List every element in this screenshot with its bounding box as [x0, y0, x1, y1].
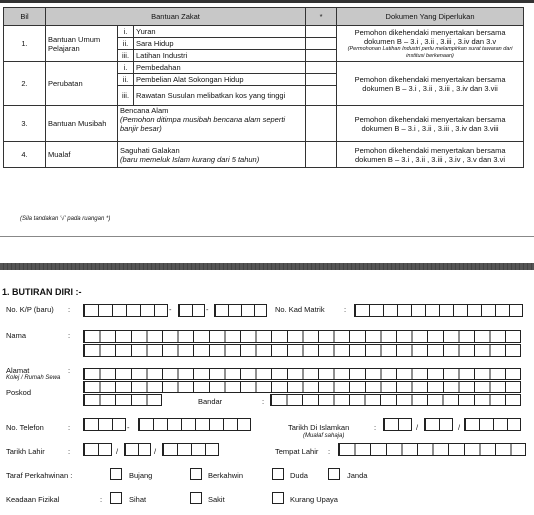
checkbox-duda[interactable] [272, 468, 284, 480]
slash: / [154, 447, 157, 456]
label-bandar: Bandar [198, 397, 223, 406]
matrik-input[interactable] [354, 304, 523, 317]
label-telefon: No. Telefon [6, 423, 44, 432]
label-tempat: Tempat Lahir [275, 447, 319, 456]
checkbox-sihat[interactable] [110, 492, 122, 504]
checkbox-kurang-upaya[interactable] [272, 492, 284, 504]
table-header-row [4, 8, 524, 26]
colon: : [68, 447, 71, 456]
option-kurang-upaya: Kurang Upaya [290, 495, 338, 504]
row-number: 3. [4, 106, 46, 142]
row-document: Pemohon dikehendaki menyertakan bersama dokumen B – 3.i , 3.ii , 3.iii , 3.iv dan 3.viii [337, 106, 524, 142]
nama-input-row2[interactable] [83, 344, 521, 357]
item-label: Rawatan Susulan melibatkan kos yang tinggi [134, 86, 306, 106]
table-row [4, 106, 524, 142]
option-bujang: Bujang [129, 471, 153, 480]
row-document: Pemohon dikehendaki menyertakan bersama dokumen B – 3.i , 3.ii , 3.iii , 3.iv dan 3.vii [337, 62, 524, 106]
top-border [0, 0, 534, 3]
kp-part1-input[interactable] [83, 304, 168, 317]
label-nama: Nama [6, 331, 27, 340]
islam-day-input[interactable] [383, 418, 412, 431]
description-note: (baru memeluk Islam kurang dari 5 tahun) [120, 154, 260, 164]
section-bar [0, 263, 534, 270]
table-row [4, 142, 524, 168]
item-number: i. [118, 26, 134, 38]
label-kp: No. K/P (baru) [6, 305, 54, 314]
item-label: Pembelian Alat Sokongan Hidup [134, 74, 306, 86]
item-label: Sara Hidup [134, 38, 306, 50]
colon: : [374, 423, 377, 432]
check-cell[interactable] [306, 62, 337, 74]
label-lahir: Tarikh Lahir [6, 447, 45, 456]
row-document [337, 26, 524, 62]
tempat-input[interactable] [338, 443, 526, 456]
row-number: 2. [4, 62, 46, 106]
bandar-input[interactable] [270, 394, 521, 406]
header-bil: Bil [4, 8, 46, 26]
colon: : [68, 423, 71, 432]
option-berkahwin: Berkahwin [208, 471, 244, 480]
kp-part3-input[interactable] [214, 304, 267, 317]
checkbox-sakit[interactable] [190, 492, 202, 504]
check-cell[interactable] [306, 74, 337, 86]
row-category: Perubatan [46, 62, 118, 106]
row-category: Bantuan Umum Pelajaran [46, 26, 118, 62]
row-category: Mualaf [46, 142, 118, 168]
row-category: Bantuan Musibah [46, 106, 118, 142]
option-sakit: Sakit [208, 495, 225, 504]
check-cell[interactable] [306, 106, 337, 142]
table-footnote: (Sila tandakan '√' pada ruangan *) [20, 216, 111, 222]
check-cell[interactable] [306, 38, 337, 50]
label-islam-note: (Mualaf sahaja) [303, 433, 345, 439]
item-number: iii. [118, 86, 134, 106]
label-poskod: Poskod [6, 388, 32, 397]
item-number: i. [118, 62, 134, 74]
row-document: Pemohon dikehendaki menyertakan bersama dokumen B – 3.i , 3.ii , 3.iii , 3.iv , 3.v dan 3.vi [337, 142, 524, 168]
telefon-prefix-input[interactable] [83, 418, 126, 431]
label-alamat-note: Kolej / Rumah Sewa [6, 375, 61, 381]
description-note: (Pemohon ditimpa musibah bencana alam seperti banjir besar) [120, 115, 286, 133]
check-cell[interactable] [306, 86, 337, 106]
colon: : [68, 305, 71, 314]
colon: : [68, 331, 71, 340]
check-cell[interactable] [306, 26, 337, 38]
item-label: Yuran [134, 26, 306, 38]
colon: : [68, 366, 71, 375]
option-janda: Janda [347, 471, 368, 480]
colon: : [262, 397, 265, 406]
label-islam: Tarikh Di Islamkan [288, 423, 350, 432]
zakat-table [3, 7, 524, 168]
label-kahwin: Taraf Perkahwinan : [6, 471, 73, 480]
table-row [4, 62, 524, 74]
checkbox-bujang[interactable] [110, 468, 122, 480]
check-cell[interactable] [306, 142, 337, 168]
header-mark: * [306, 8, 337, 26]
item-label: Latihan Industri [134, 50, 306, 62]
label-alamat: Alamat [6, 366, 30, 375]
poskod-input[interactable] [83, 394, 162, 406]
option-duda: Duda [290, 471, 308, 480]
option-sihat: Sihat [129, 495, 147, 504]
page-separator [0, 236, 534, 237]
row-description [118, 142, 306, 168]
item-number: ii. [118, 74, 134, 86]
item-number: iii. [118, 50, 134, 62]
header-dokumen: Dokumen Yang Diperlukan [337, 8, 524, 26]
description-text: Bencana Alam [120, 106, 169, 115]
islam-year-input[interactable] [464, 418, 521, 431]
row-number: 1. [4, 26, 46, 62]
header-bantuan: Bantuan Zakat [46, 8, 306, 26]
section-title: 1. BUTIRAN DIRI :- [2, 287, 82, 297]
checkbox-janda[interactable] [328, 468, 340, 480]
alamat-input-row2[interactable] [83, 381, 521, 393]
label-fizikal: Keadaan Fizikal [6, 495, 60, 504]
dash: - [127, 423, 130, 432]
lahir-year-input[interactable] [162, 443, 219, 456]
check-cell[interactable] [306, 50, 337, 62]
colon: : [328, 447, 331, 456]
item-label: Pembedahan [134, 62, 306, 74]
slash: / [458, 423, 461, 432]
document-note: (Permohonan Latihan Industri perlu melampirkan surat tawaran dari institusi berkenaan) [347, 45, 513, 59]
dash: - [169, 305, 172, 314]
colon: : [344, 305, 347, 314]
colon: : [100, 495, 103, 504]
row-description [118, 106, 306, 142]
label-matrik: No. Kad Matrik [275, 305, 325, 314]
alamat-input-row1[interactable] [83, 368, 521, 380]
slash: / [116, 447, 119, 456]
telefon-number-input[interactable] [138, 418, 251, 431]
checkbox-berkahwin[interactable] [190, 468, 202, 480]
lahir-month-input[interactable] [124, 443, 151, 456]
slash: / [416, 423, 419, 432]
document-text: Pemohon dikehendaki menyertakan bersama dokumen B – 3.i , 3.ii , 3.iii , 3.iv dan 3.v [354, 27, 506, 46]
table-row [4, 26, 524, 38]
description-text: Saguhati Galakan [120, 145, 180, 155]
islam-month-input[interactable] [424, 418, 453, 431]
kp-part2-input[interactable] [178, 304, 205, 317]
lahir-day-input[interactable] [83, 443, 112, 456]
nama-input-row1[interactable] [83, 330, 521, 343]
row-number: 4. [4, 142, 46, 168]
item-number: ii. [118, 38, 134, 50]
dash: - [206, 305, 209, 314]
